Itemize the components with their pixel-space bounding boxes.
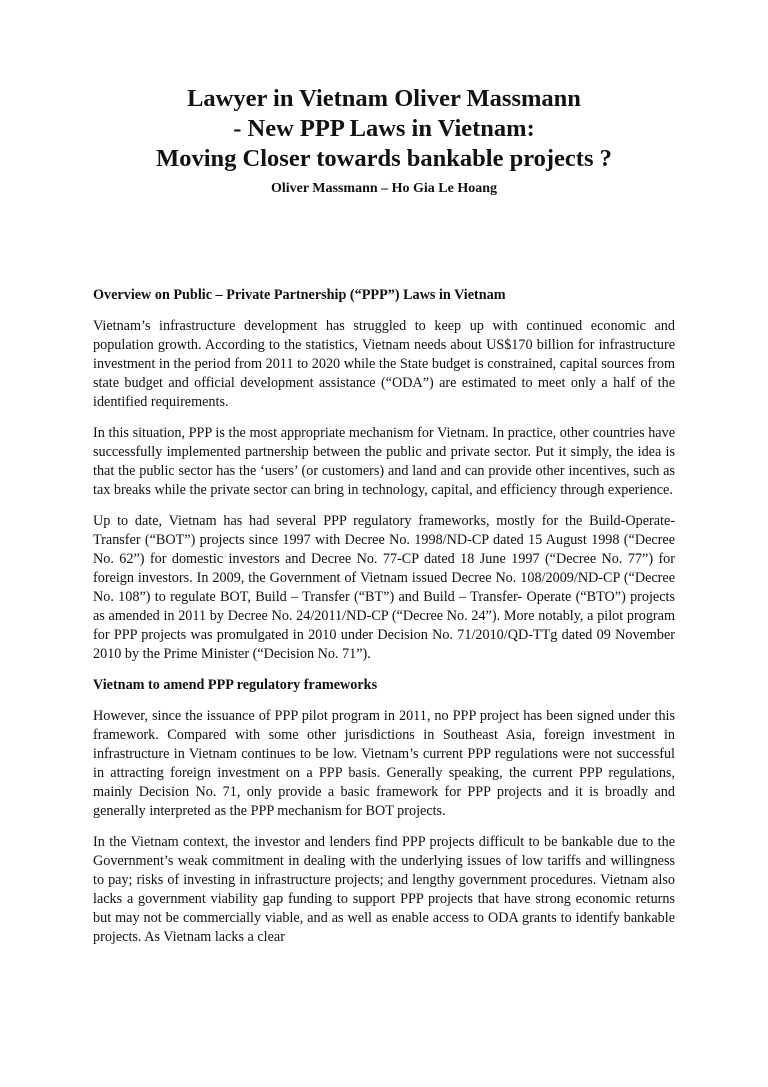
document-body bbox=[93, 286, 675, 959]
section-heading-overview: Overview on Public – Private Partnership (“PPP”) Laws in Vietnam bbox=[93, 287, 506, 303]
title-line-2: - New PPP Laws in Vietnam: bbox=[233, 115, 535, 142]
section-heading-amend: Vietnam to amend PPP regulatory frameworks bbox=[93, 677, 378, 693]
paragraph: Up to date, Vietnam has had several PPP regulatory frameworks, mostly for the Build-Operate-Transfer (“BOT”) projects since 1997 with Decree No. 1998/ND-CP dated 15 August 1998 (“Decree No. 62”) for domestic investors and Decree No. 77-CP dated 18 June 1997 (“Decree No. 77”) for foreign investors. In 2009, the Government of Vietnam issued Decree No. 108/2009/ND-CP (“Decree No. 108”) to regulate BOT, Build – Transfer (“BT”) and Build – Transfer- Operate (“BTO”) projects as amended in 2011 by Decree No. 24/2011/ND-CP (“Decree No. 24”). More notably, a pilot program for PPP projects was promulgated in 2010 under Decision No. 71/2010/QD-TTg dated 09 November 2010 by the Prime Minister (“Decision No. 71”). bbox=[93, 513, 675, 662]
title-line-3: Moving Closer towards bankable projects ? bbox=[156, 145, 612, 172]
title-line-1: Lawyer in Vietnam Oliver Massmann bbox=[187, 85, 581, 112]
paragraph: Vietnam’s infrastructure development has struggled to keep up with continued economic and population growth. According to the statistics, Vietnam needs about US$170 billion for infrastructure investment in the period from 2011 to 2020 while the State budget is constrained, capital sources from state budget and official development assistance (“ODA”) are estimated to meet only a half of the identified requirements. bbox=[93, 318, 675, 410]
paragraph: In the Vietnam context, the investor and lenders find PPP projects difficult to be bankable due to the Government’s weak commitment in dealing with the underlying issues of low tariffs and willingness to pay; risks of investing in infrastructure projects; and lengthy government procedures. Vietnam also lacks a government viability gap funding to support PPP projects that have strong economic returns but may not be commercially viable, and as well as enable access to ODA grants to identify bankable projects. As Vietnam lacks a clear bbox=[93, 834, 675, 945]
paragraph: In this situation, PPP is the most appropriate mechanism for Vietnam. In practice, other countries have successfully implemented partnership between the public and private sector. Put it simply, the idea is that the public sector has the ‘users’ (or customers) and land and can provide other incentives, such as tax breaks while the private sector can bring in technology, capital, and efficiency through experience. bbox=[93, 425, 675, 498]
paragraph: However, since the issuance of PPP pilot program in 2011, no PPP project has been signed under this framework. Compared with some other jurisdictions in Southeast Asia, foreign investment in infrastructure in Vietnam continues to be low. Vietnam’s current PPP regulations were not successful in attracting foreign investment on a PPP basis. Generally speaking, the current PPP regulations, mainly Decision No. 71, only provide a basic framework for PPP projects and it is broadly and generally interpreted as the PPP mechanism for BOT projects. bbox=[93, 708, 675, 819]
title-block bbox=[60, 84, 708, 198]
authors-line: Oliver Massmann – Ho Gia Le Hoang bbox=[270, 181, 498, 196]
